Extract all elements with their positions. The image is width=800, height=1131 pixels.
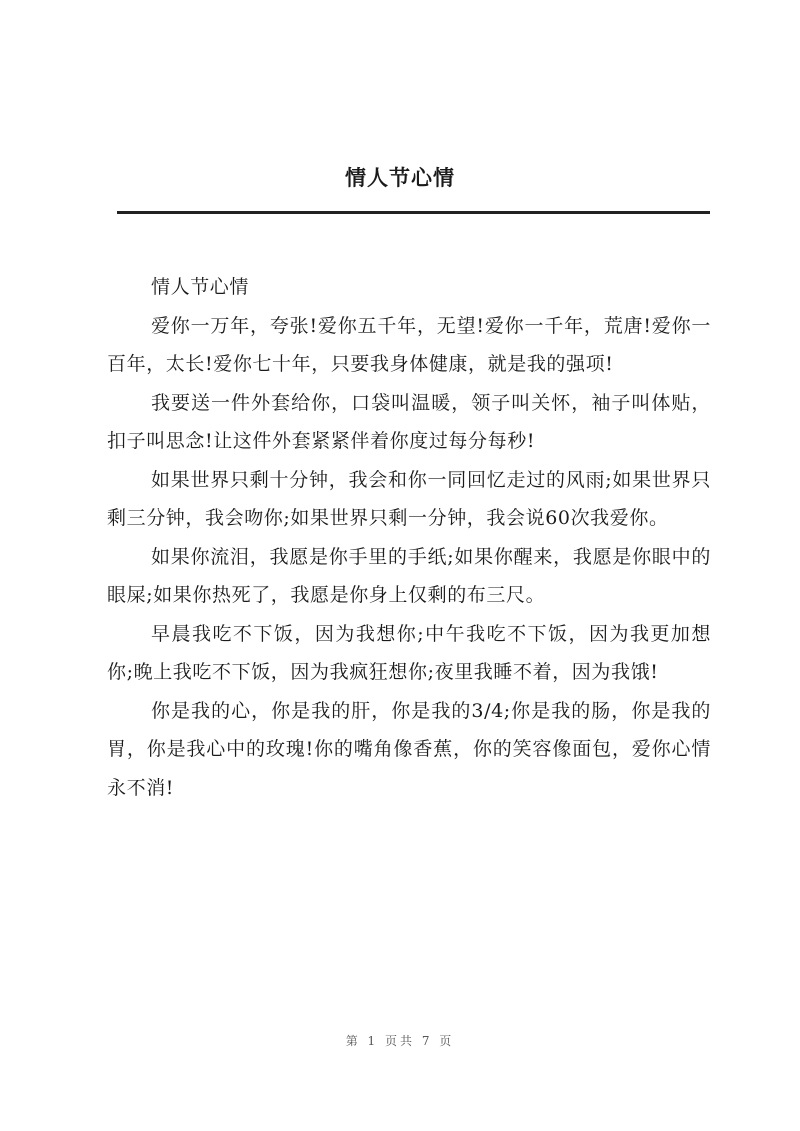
paragraph-5: 早晨我吃不下饭，因为我想你;中午我吃不下饭，因为我更加想你;晚上我吃不下饭，因为我疯狂想你;夜里我睡不着，因为我饿! [107, 622, 711, 683]
document-subheading: 情人节心情 [151, 276, 250, 298]
paragraph-1: 爱你一万年，夸张!爱你五千年，无望!爱你一千年，荒唐!爱你一百年，太长!爱你七十年，只要我身体健康，就是我的强项! [107, 314, 711, 375]
paragraph-4: 如果你流泪，我愿是你手里的手纸;如果你醒来，我愿是你眼中的眼屎;如果你热死了，我愿是你身上仅剩的布三尺。 [107, 545, 711, 606]
document-title: 情人节心情 [345, 165, 455, 190]
title-divider [117, 211, 710, 214]
paragraph-2: 我要送一件外套给你，口袋叫温暖，领子叫关怀，袖子叫体贴，扣子叫思念!让这件外套紧紧伴着你度过每分每秒! [107, 391, 711, 452]
paragraph-6: 你是我的心，你是我的肝，你是我的3/4;你是我的肠，你是我的胃，你是我心中的玫瑰!你的嘴角像香蕉，你的笑容像面包，爱你心情永不消! [107, 699, 711, 799]
page-number-footer: 第 1 页共 7 页 [345, 1034, 455, 1048]
document-body [107, 268, 711, 807]
paragraph-3: 如果世界只剩十分钟，我会和你一同回忆走过的风雨;如果世界只剩三分钟，我会吻你;如果世界只剩一分钟，我会说60次我爱你。 [107, 468, 711, 529]
